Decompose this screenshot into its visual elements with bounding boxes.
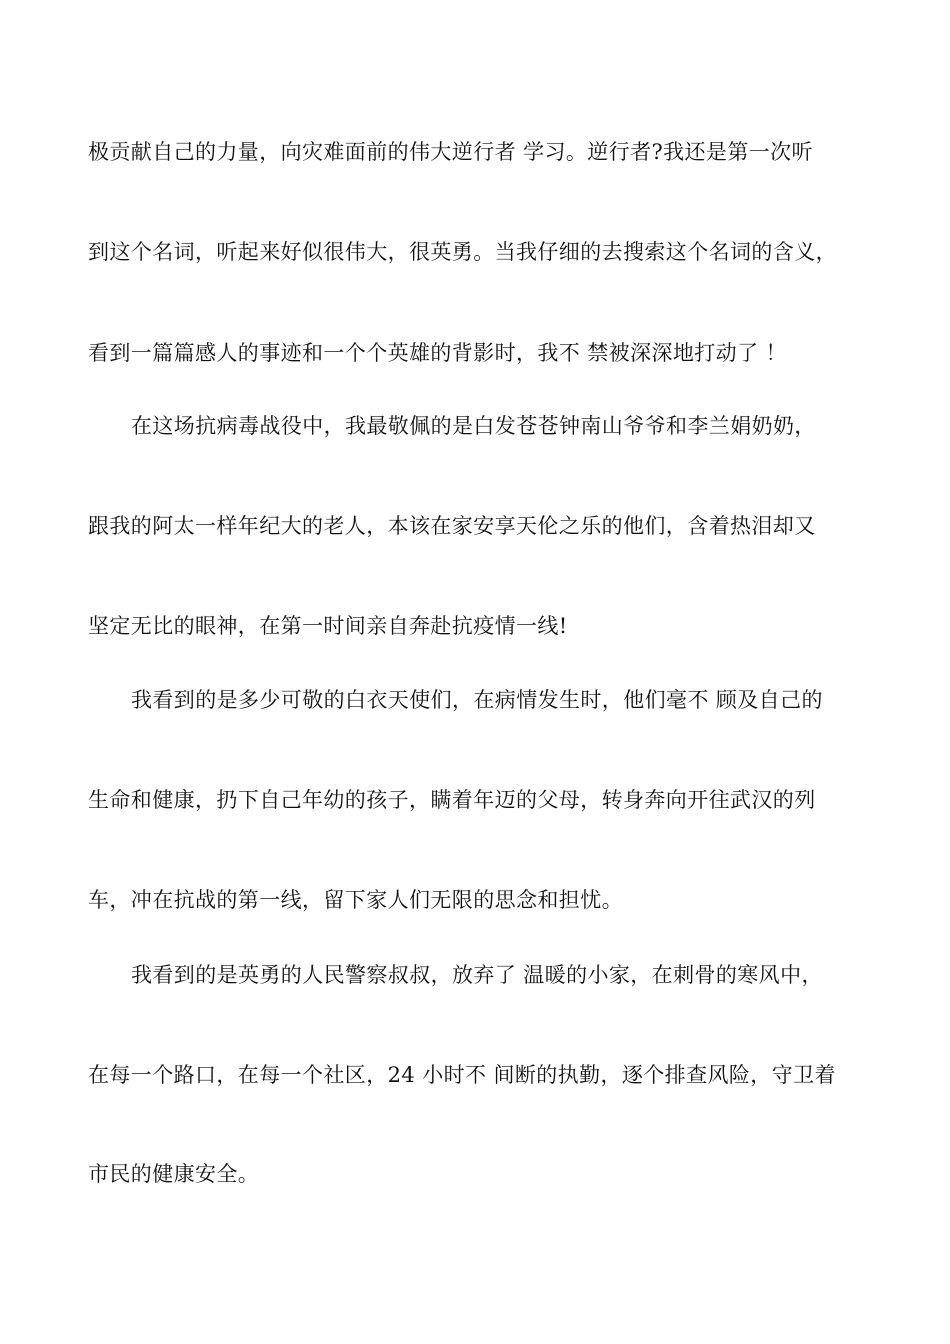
text-line: 到这个名词，听起来好似很伟大，很英勇。当我仔细的去搜索这个名词的含义， bbox=[88, 240, 837, 264]
paragraph-first-line: 在这场抗病毒战役中，我最敬佩的是白发苍苍钟南山爷爷和李兰娟奶奶， bbox=[131, 414, 816, 438]
text-line: 坚定无比的眼神，在第一时间亲自奔赴抗疫情一线! bbox=[88, 614, 568, 638]
paragraph-first-line: 我看到的是多少可敬的白衣天使们，在病情发生时，他们毫不 顾及自己的 bbox=[131, 688, 823, 712]
text-line: 跟我的阿太一样年纪大的老人，本该在家安享天伦之乐的他们，含着热泪却又 bbox=[88, 514, 816, 538]
paragraph-first-line: 我看到的是英勇的人民警察叔叔，放弃了 温暖的小家，在刺骨的寒风中， bbox=[131, 963, 823, 987]
text-line: 车，冲在抗战的第一线，留下家人们无限的思念和担忧。 bbox=[88, 888, 623, 912]
text-line: 极贡献自己的力量，向灾难面前的伟大逆行者 学习。逆行者?我还是第一次听 bbox=[88, 140, 813, 164]
text-line: 看到一篇篇感人的事迹和一个个英雄的背影时，我不 禁被深深地打动了 ！ bbox=[88, 341, 787, 365]
text-line: 生命和健康，扔下自己年幼的孩子，瞒着年迈的父母，转身奔向开往武汉的列 bbox=[88, 788, 816, 812]
text-line: 在每一个路口，在每一个社区，24 小时不 间断的执勤，逐个排查风险，守卫着 bbox=[88, 1063, 836, 1087]
text-line: 市民的健康安全。 bbox=[88, 1162, 260, 1186]
